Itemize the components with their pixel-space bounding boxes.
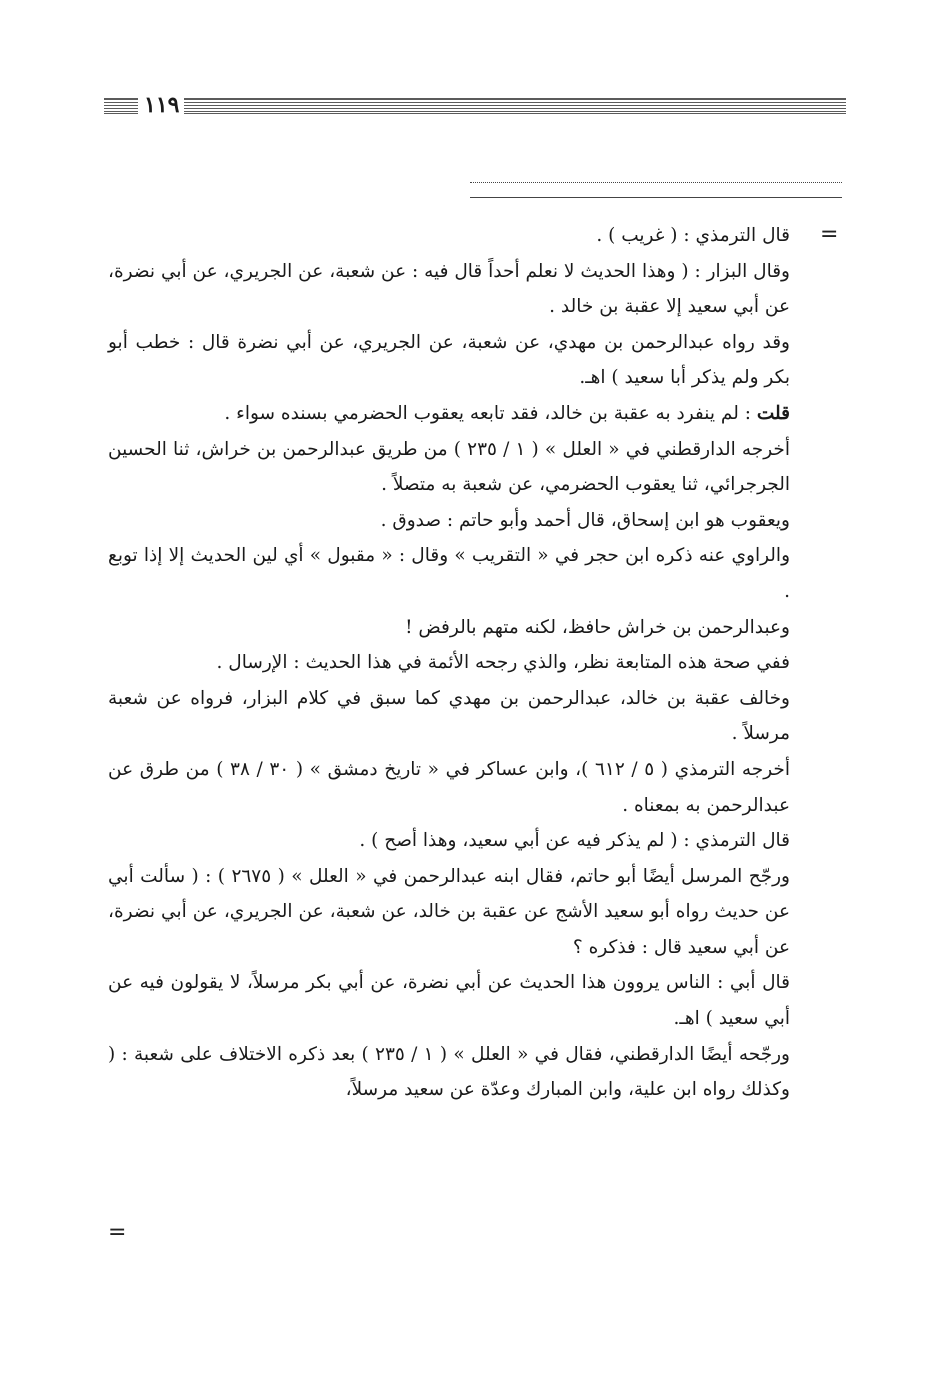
paragraph: وخالف عقبة بن خالد، عبدالرحمن بن مهدي كما سبق في كلام البزار، فرواه عن شعبة مرسلاً . [108, 687, 790, 745]
footnote-text [108, 218, 790, 1108]
qult-label: قلت [756, 402, 790, 424]
paragraph: قال الترمذي : ( غريب ) . [596, 225, 790, 246]
header-ornament-rule-left [104, 98, 138, 114]
paragraph: وعبدالرحمن بن خراش حافظ، لكنه متهم بالرفض ! [405, 616, 790, 638]
paragraph [108, 396, 790, 432]
paragraph: وقد رواه عبدالرحمن بن مهدي، عن شعبة، عن الجريري، عن أبي نضرة قال : خطب أبو بكر ولم يذكر أبا سعيد ) اهـ. [108, 331, 790, 389]
paragraph: ففي صحة هذه المتابعة نظر، والذي رجحه الأئمة في هذا الحديث : الإرسال . [216, 652, 790, 674]
paragraph: ورجّح المرسل أيضًا أبو حاتم، فقال ابنه عبدالرحمن في « العلل » ( ٢٦٧٥ ) : ( سألت أبي عن حديث رواه أبو سعيد الأشج عن عقبة بن خالد، عن شعبة، عن الجريري، عن أبي نضرة، عن أبي سعيد قال : فذكره ؟ [108, 865, 790, 958]
page-number: ١١٩ [144, 92, 180, 118]
header-ornament-rule-right [184, 98, 846, 114]
paragraph-text: : لم ينفرد به عقبة بن خالد، فقد تابعه يعقوب الحضرمي بسنده سواء . [224, 402, 751, 424]
continuation-marker-top: = [820, 222, 839, 247]
page-header [104, 94, 846, 118]
paragraph: ورجّحه أيضًا الدارقطني، فقال في « العلل » ( ١ / ٢٣٥ ) بعد ذكره الاختلاف على شعبة : ( وكذلك رواه ابن علية، وابن المبارك وعدّة عن سعيد مرسلاً، [108, 1043, 790, 1101]
paragraph: أخرجه الدارقطني في « العلل » ( ١ / ٢٣٥ ) من طريق عبدالرحمن بن خراش، ثنا الحسين الجرجرائي، ثنا يعقوب الحضرمي، عن شعبة به متصلاً . [108, 438, 790, 496]
continuation-marker-bottom: = [108, 1220, 127, 1245]
paragraph: ويعقوب هو ابن إسحاق، قال أحمد وأبو حاتم : صدوق . [380, 509, 790, 531]
paragraph: قال الترمذي : ( لم يذكر فيه عن أبي سعيد، وهذا أصح ) . [359, 830, 790, 852]
paragraph: والراوي عنه ذكره ابن حجر في « التقريب » وقال : « مقبول » أي لين الحديث إلا إذا توبع . [108, 545, 790, 602]
footnote-separator [470, 182, 842, 198]
paragraph: قال أبي : الناس يروون هذا الحديث عن أبي نضرة، عن أبي بكر مرسلاً، لا يقولون فيه عن أبي سعيد ) اهـ. [108, 972, 790, 1030]
paragraph: وقال البزار : ( وهذا الحديث لا نعلم أحداً قال فيه : عن شعبة، عن الجريري، عن أبي نضرة، عن أبي سعيد إلا عقبة بن خالد . [108, 260, 790, 318]
paragraph: أخرجه الترمذي ( ٥ / ٦١٢ )، وابن عساكر في « تاريخ دمشق » ( ٣٠ / ٣٨ ) من طرق عن عبدالرحمن به بمعناه . [108, 758, 791, 816]
